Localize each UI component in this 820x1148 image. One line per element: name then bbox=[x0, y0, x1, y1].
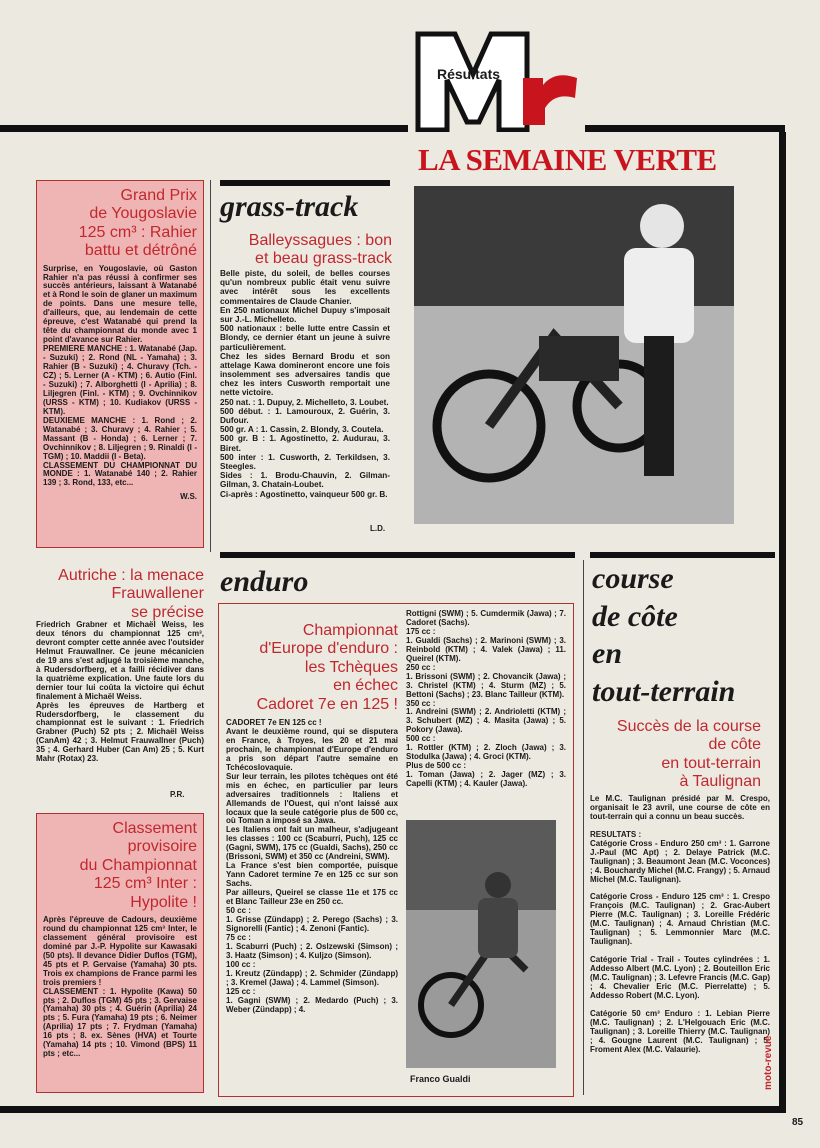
yougoslavie-body: Surprise, en Yougoslavie, où Gaston Rahier n'a pas réussi à confirmer ses succès antérieurs, laissant à Watanabé et à Rond le soin de glaner un maximum de points. Dans une mesure telle, d'ailleurs, que, au lendemain de cette épreuve, c'est Watanabé qui prend la tête du championnat du monde avec 1 point d'avance sur Rahier. PREMIERE MANCHE : 1. Watanabé (Jap. - Suzuki) ; 2. Rond (NL - Yamaha) ; 3. Rahier (B - Suzuki) ; 4. Churavy (Tch. - CZ) ; 5. Lerner (A - KTM) ; 6. Autio (Finl. - Suzuki) ; 7. Alborghetti (I - Aprilia) ; 8. Liljegren (Finl. - KTM) ; 9. Ovchinnikov (URSS - KTM) ; 10. Kudiakov (URSS - KTM). DEUXIEME MANCHE : 1. Rond ; 2. Watanabé ; 3. Churavy ; 4. Rahier ; 5. Massant (B - Honda) ; 6. Lerner ; 7. Ovchinnikov ; 8. Liljegren ; 9. Rinaldi (I - TGM) ; 10. Maddii (I - Beta). CLASSEMENT DU CHAMPIONNAT DU MONDE : 1. Watanabé 140 ; 2. Rahier 139 ; 3. Rond, 133, etc... bbox=[43, 263, 197, 488]
banner-title: LA SEMAINE VERTE bbox=[418, 142, 717, 177]
enduro-rider-image bbox=[406, 820, 556, 1068]
grass-rule bbox=[220, 180, 390, 186]
page-number: 85 bbox=[792, 1117, 804, 1128]
autriche-signature: P.R. bbox=[170, 790, 185, 799]
course-rule bbox=[590, 552, 775, 558]
grass-heading: grass-track bbox=[220, 190, 359, 223]
enduro-col1: CADORET 7e EN 125 cc ! Avant le deuxième round, qui se disputera en France, à Troyes, les 20 et 21 mai prochain, le championnat d'Europe d'enduro a pris son départ l'autre semaine en Tchécoslovaquie. Sur leur terrain, les pilotes tchèques ont été mis en échec, en particulier par leurs adversaires traditionnels : Italiens et Allemands de l'Ouest, qui n'ont laissé aux locaux que la seule catégorie plus de 500 cc, où Toman a imposé sa Jawa. Les Italiens ont fait un malheur, s'adjugeant les classes : 100 cc (Scaburri, Puch), 125 cc (Gagni, SWM), 175 cc (Gualdi, Sachs), 250 cc (Brissoni, SWM) et 350 cc (Andreini, SWM). La France s'est bien comportée, puisque Yann Cadoret termine 7e en 125 cc sur son Sachs. Par ailleurs, Queirel se classe 11e et 175 cc et Blanc Tailleur 23e en 250 cc. 50 cc : 1. Grisse (Zündapp) ; 2. Perego (Sachs) ; 3. Signorelli (Fantic) ; 4. Zenoni (Fantic). 75 cc : 1. Scaburri (Puch) ; 2. Oslzewski (Simson) ; 3. Haatz (Simson) ; 4. Kuljzo (Simson). 100 cc : 1. Kreutz (Zündapp) ; 2. Schmider (Zündapp) ; 3. Kremel (Jawa) ; 4. Lammel (Simson). 125 cc : 1. Gagni (SWM) ; 2. Medardo (Puch) ; 3. Weber (Zündapp) ; 4. bbox=[226, 718, 398, 1014]
autriche-title: Autriche : la menace Frauwallener se précise bbox=[58, 567, 204, 621]
resultats-label: Résultats bbox=[437, 66, 501, 82]
course-heading: course de côte en tout-terrain bbox=[592, 562, 736, 708]
enduro-rule bbox=[220, 552, 575, 558]
yougoslavie-box bbox=[36, 180, 204, 548]
top-rule-right bbox=[585, 125, 785, 132]
autriche-body: Friedrich Grabner et Michaël Weiss, les deux ténors du championnat 125 cm³, devront compter cette année avec l'outsider Helmut Frauwallner. Ce jeune mécanicien de 19 ans s'est adjugé la troisième manche, à Rudersdorfberg, et a failli récidiver dans la quatrième explication. Une faute lors du dernier tour lui coûta la victoire qui échut finalement à Michaël Weiss. Après les épreuves de Hartberg et Rudersdorfberg, le classement du championnat est le suivant : 1. Friedrich Grabner (Puch) 52 pts ; 2. Michaël Weiss (CanAm) 42 ; 3. Helmut Frauwallner (Puch) 35 ; 4. Gerhard Huber (Can Am) 25 ; 5. Kurt Mahr (Rotax) 23. bbox=[36, 620, 204, 764]
enduro-caption: Franco Gualdi bbox=[410, 1074, 471, 1084]
magazine-name: moto-revue bbox=[763, 1035, 774, 1090]
course-body: Le M.C. Taulignan présidé par M. Crespo, organisait le 23 avril, une course de côte en tout-terrain qui a connu un beau succès. RESULTATS : Catégorie Cross - Enduro 250 cm³ : 1. Garrone J.-Paul (MC Apt) ; 2. Delaye Patrick (M.C. Taulignan) ; 3. Beaumont Jean (M.C. Voconces) ; 4. Bouchardy Michel (M.C. Frangy) ; 5. Arnaud Michel (M.C. Taulignan). Catégorie Cross - Enduro 125 cm³ : 1. Crespo François (M.C. Taulignan) ; 2. Grac-Aubert Pierre (M.C. Taulignan) ; 3. Loreille Frédéric (M.C. Taulignan) ; 4. Arnaud Christian (M.C. Taulignan) ; 5. Lemmonnier Marc (M.C. Taulignan). Catégorie Trial - Trail - Toutes cylindrées : 1. Addesso Albert (M.C. Lyon) ; 2. Bouteillon Eric (M.C. Taulignan) ; 3. Lefevre Francis (M.C. Gap) ; 4. Chevalier Eric (M.C. Pierrelatte) ; 5. Addesso Robert (M.C. Lyon). Catégorie 50 cm³ Enduro : 1. Lebian Pierre (M.C. Taulignan) ; 2. L'Helgouach Eric (M.C. Taulignan) ; 3. Loreille Thierry (M.C. Taulignan) ; 4. Gougne Laurent (M.C. Taulignan) ; 5. Froment Alex (M.C. Valaurie). bbox=[590, 794, 770, 1054]
enduro-heading: enduro bbox=[220, 565, 309, 598]
enduro-col2: Rottigni (SWM) ; 5. Cumdermik (Jawa) ; 7. Cadoret (Sachs). 175 cc : 1. Gualdi (Sachs) ; 2. Marinoni (SWM) ; 3. Reinbold (KTM) ; 4. Valek (Jawa) ; 11. Queirel (KTM). 250 cc : 1. Brissoni (SWM) ; 2. Chovancik (Jawa) ; 3. Christel (KTM) ; 4. Sturm (MZ) ; 5. Bettoni (Sachs) ; 23. Blanc Tailleur (KTM). 350 cc : 1. Andreini (SWM) ; 2. Andrioletti (KTM) ; 3. Schubert (MZ) ; 4. Masita (Jawa) ; 5. Pokory (Jawa). 500 cc : 1. Rottler (KTM) ; 2. Zloch (Jawa) ; 3. Stodulka (Jawa) ; 4. Groci (KTM). Plus de 500 cc : 1. Toman (Jawa) ; 2. Jager (MZ) ; 3. Capelli (KTM) ; 4. Kauler (Jawa). bbox=[406, 609, 566, 789]
bottom-rule bbox=[0, 1106, 786, 1113]
yougoslavie-title: Grand Prix de Yougoslavie 125 cm³ : Rahier battu et détrôné bbox=[78, 187, 197, 260]
course-title: Succès de la course de côte en tout-terrain à Taulignan bbox=[616, 718, 761, 791]
motorcycle-rider-image bbox=[414, 186, 734, 524]
grass-signature: L.D. bbox=[370, 524, 386, 533]
yougoslavie-signature: W.S. bbox=[180, 492, 197, 502]
vertical-divider bbox=[210, 180, 211, 552]
grass-track-photo bbox=[414, 186, 734, 524]
grass-title: Balleyssagues : bon et beau grass-track bbox=[248, 232, 392, 268]
classement-box bbox=[36, 813, 204, 1093]
right-frame bbox=[779, 132, 786, 1107]
enduro-photo bbox=[406, 820, 556, 1068]
grass-body: Belle piste, du soleil, de belles courses qu'un nombreux public était venu suivre avec intérêt sous les excellents commentaires de Claude Chanier. En 250 nationaux Michel Dupuy s'imposait sur J.-L. Michelleto. 500 nationaux : belle lutte entre Cassin et Blondy, ce dernier étant un jeune à suivre particulièrement. Chez les sides Bernard Brodu et son attelage Kawa domineront encore une fois insolemment ses adversaires tandis que chez les inters Cusworth remportait une nette victoire. 250 nat. : 1. Dupuy, 2. Michelleto, 3. Loubet. 500 début. : 1. Lamouroux, 2. Guérin, 3. Dufour. 500 gr. A : 1. Cassin, 2. Blondy, 3. Coutela. 500 gr. B : 1. Agostinetto, 2. Audurau, 3. Biret. 500 inter : 1. Cusworth, 2. Terkildsen, 3. Steegles. Sides : 1. Brodu-Chauvin, 2. Gilman-Gilman, 3. Chatain-Loubet. Ci-après : Agostinetto, vainqueur 500 gr. B. bbox=[220, 269, 390, 499]
enduro-title: Championnat d'Europe d'enduro : les Tchèques en échec Cadoret 7e en 125 ! bbox=[256, 622, 398, 713]
top-rule bbox=[0, 125, 408, 132]
magazine-logo bbox=[415, 30, 580, 132]
vertical-divider-2 bbox=[583, 560, 584, 1095]
classement-title: Classement provisoire du Championnat 125 cm³ Inter : Hypolite ! bbox=[79, 820, 197, 911]
classement-body: Après l'épreuve de Cadours, deuxième round du championnat 125 cm³ Inter, le classement général provisoire est dominé par J.-P. Hypolite sur Kawasaki (50 pts). Il devance Didier Duflos (TGM), 45 pts et P. Gervaise (Yamaha) 30 pts. Trois ex champions de France parmi les trois premiers ! CLASSEMENT : 1. Hypolite (Kawa) 50 pts ; 2. Duflos (TGM) 45 pts ; 3. Gervaise (Yamaha) 30 pts ; 4. Guérin (Aprilia) 24 pts ; 5. Fura (Yamaha) 19 pts ; 6. Neimer (Aprilia) 17 pts ; 7. Frydman (Yamaha) 16 pts ; 8. ex. Sènes (HVA) et Tourte (Yamaha) 14 pts ; 10. Vimond (BPS) 11 pts ; etc... bbox=[43, 914, 197, 1059]
